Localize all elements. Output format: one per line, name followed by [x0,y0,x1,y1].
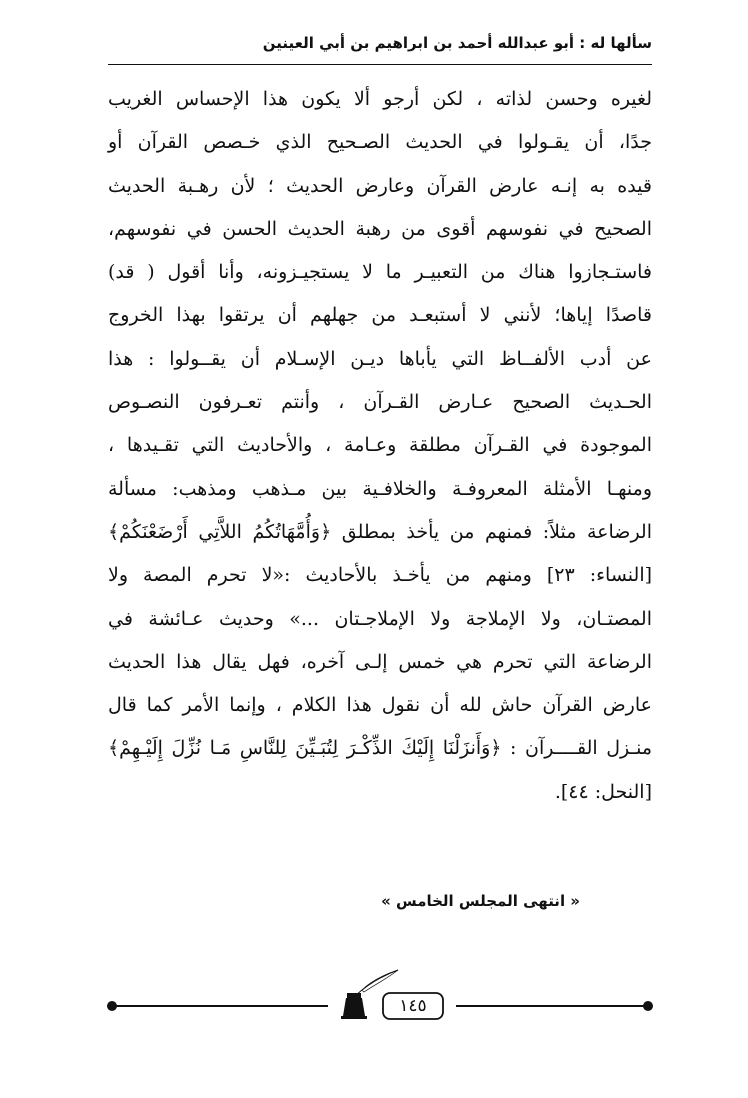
text-line: الموجودة في القـرآن مطلقة وعـامة ، والأحاديث التي تقـيدها ، [108,434,652,457]
running-header-title: سألها له : أبو عبدالله أحمد بن ابراهيم بن أبي العينين [262,34,652,52]
session-end-note: « انتهى المجلس الخامس » [381,892,580,910]
page-number: ١٤٥ [399,996,427,1016]
text-line: [النحل: ٤٤]. [554,780,652,803]
text-line: الرضاعة مثلاً: فمنهم من يأخذ بمطلق ﴿وَأُمَّهَاتُكُمُ اللاَّتِي أَرْضَعْنَكُمْ﴾ [108,520,652,543]
text-line: جدًا، أن يقـولوا في الحديث الصـحيح الذي خـصص القرآن أو [108,131,652,154]
text-line: الحـديث الصحيح عـارض القـرآن ، وأنتم تعـرفون النصـوص [108,391,652,414]
footer-dot-right [643,1001,653,1011]
text-line: ومنهـا الأمثلة المعروفـة والخلافـية بين مـذهب ومذهب: مسألة [108,477,652,500]
header-rule [108,64,652,65]
text-line: المصتـان، ولا الإملاجة ولا الإملاجـتان ...» وحديث عـائشة في [108,607,652,630]
text-line: الصحيح في نفوسهم أقوى من رهبة الحديث الحسن في نفوسهم، [108,217,652,240]
text-line: عارض القرآن حاش لله أن نقول هذا الكلام ، وإنما الأمر كما قال [108,694,652,717]
body-text [108,78,652,814]
text-line: منـزل القــــرآن : ﴿وَأَنزَلْنَا إِلَيْكَ الذِّكْـرَ لِتُبَـيِّنَ لِلنَّاسِ مَـا نُزِّلَ إِلَيْـهِمْ﴾ [108,737,652,760]
text-line: الرضاعة التي تحرم هي خمس إلـى آخره، فهل يقال هذا الحديث [108,650,652,673]
text-line: قيده به إنـه عارض القرآن وعارض الحديث ؛ لأن رهـبة الحديث [108,174,652,197]
footer-ornament [100,968,660,1048]
page-footer [100,968,660,1048]
text-line: عن أدب الألفــاظ التي يأباها ديـن الإسـلام أن يقــولوا : هذا [108,347,652,370]
text-line: فاستـجازوا هناك من التعبيـر ما لا يستجيـزونه، وأنا أقول ( قد) [108,261,652,284]
text-line: لغيره وحسن لذاته ، لكن أرجو ألا يكون هذا الإحساس الغريب [108,88,652,110]
text-line: قاصدًا إياها؛ لأنني لا أستبعـد من جهلهم أن يرتقوا بهذا الخروج [108,304,652,327]
text-line: [النساء: ٢٣] ومنهم من يأخـذ بالأحاديث :«لا تحرم المصة ولا [108,564,653,587]
footer-dot-left [107,1001,117,1011]
